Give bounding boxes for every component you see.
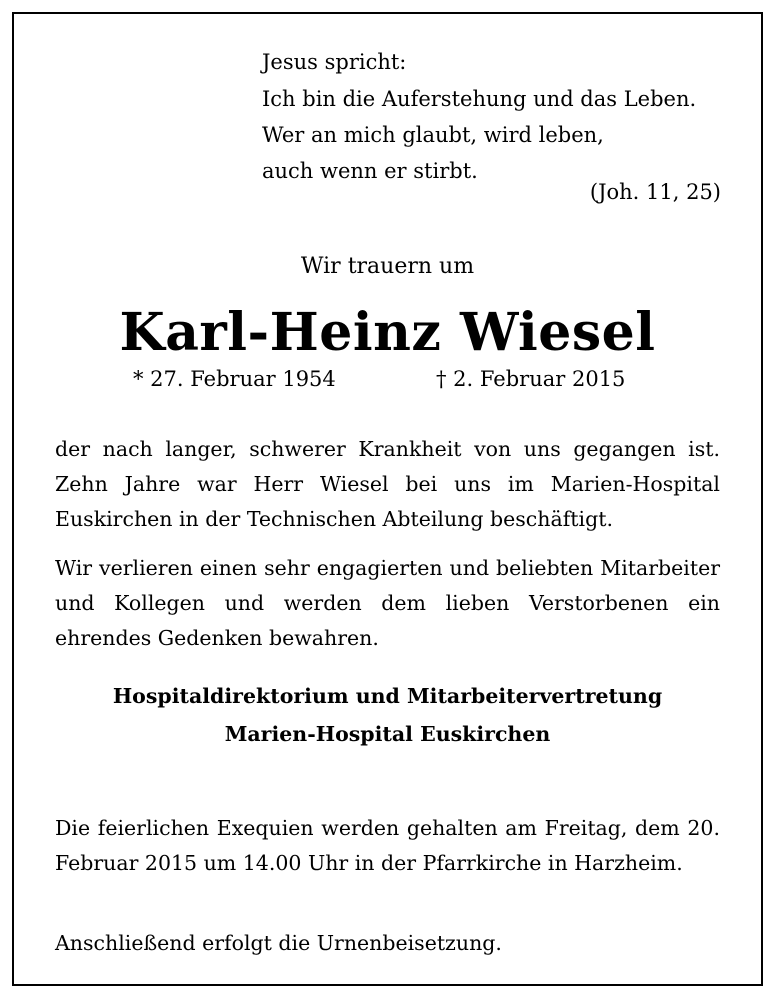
verse-reference: (Joh. 11, 25) — [589, 180, 721, 204]
signature-line-2: Marien-Hospital Euskirchen — [224, 722, 551, 746]
body-paragraph-1: der nach langer, schwerer Krankheit von uns gegangen ist. Zehn Jahre war Herr Wiesel bei uns im Marien-Hospital Euskirchen in der Technischen Abteilung beschäftigt. — [55, 437, 720, 531]
deceased-name: Karl-Heinz Wiesel — [119, 302, 656, 363]
verse-line-2: Ich bin die Auferstehung und das Leben. — [262, 87, 697, 111]
closing-text: Anschließend erfolgt die Urnenbeisetzung. — [55, 931, 502, 955]
verse-line-3: Wer an mich glaubt, wird leben, — [262, 123, 604, 147]
verse-line-1: Jesus spricht: — [262, 50, 407, 74]
verse-line-4: auch wenn er stirbt. — [262, 159, 478, 183]
body-paragraph-2: Wir verlieren einen sehr engagierten und beliebten Mitarbeiter und Kollegen und werden dem lieben Verstorbenen ein ehrendes Gedenken bewahren. — [55, 556, 720, 650]
signature-line-1: Hospitaldirektorium und Mitarbeitervertretung — [112, 684, 663, 708]
intro-text: Wir trauern um — [300, 254, 475, 279]
death-date: † 2. Februar 2015 — [436, 367, 626, 391]
service-paragraph: Die feierlichen Exequien werden gehalten am Freitag, dem 20. Februar 2015 um 14.00 Uhr in der Pfarrkirche in Harzheim. — [55, 816, 720, 875]
birth-date: * 27. Februar 1954 — [133, 367, 336, 391]
